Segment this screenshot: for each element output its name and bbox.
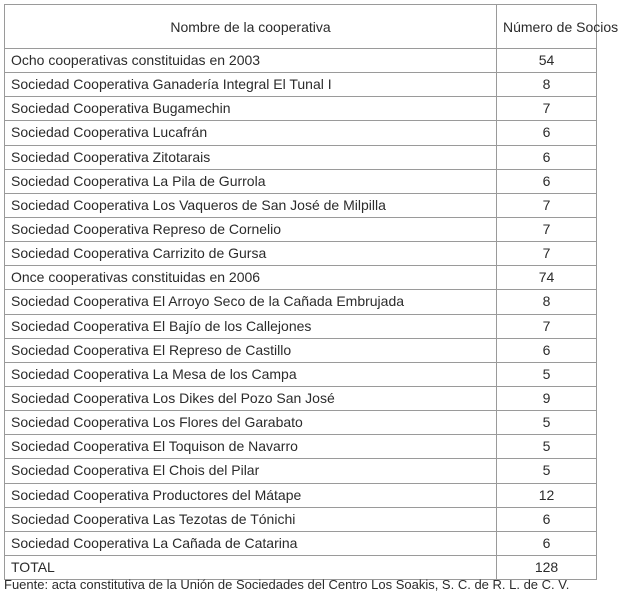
members-count: 5: [497, 362, 597, 386]
members-count: 12: [497, 483, 597, 507]
cooperative-name: Sociedad Cooperativa Ganadería Integral El Tunal I: [5, 73, 497, 97]
header-row: [5, 5, 597, 49]
cooperative-name: Sociedad Cooperativa La Mesa de los Campa: [5, 362, 497, 386]
table-row: [5, 435, 597, 459]
members-count: 5: [497, 459, 597, 483]
table-header: [5, 5, 618, 49]
members-count: 6: [497, 338, 597, 362]
members-count: 8: [497, 290, 597, 314]
table-row: [5, 49, 597, 73]
group-label: Ocho cooperativas constituidas en 2003: [5, 49, 497, 73]
table-row: [5, 338, 597, 362]
table-row: [5, 386, 597, 410]
cooperative-name: Sociedad Cooperativa Carrizito de Gursa: [5, 242, 497, 266]
total-label: TOTAL: [5, 555, 497, 579]
table-row: [5, 266, 597, 290]
cooperative-name: Sociedad Cooperativa El Represo de Castillo: [5, 338, 497, 362]
cooperative-name: Sociedad Cooperativa El Chois del Pilar: [5, 459, 497, 483]
members-count: 6: [497, 169, 597, 193]
members-count: 6: [497, 507, 597, 531]
members-count: 8: [497, 73, 597, 97]
group-total: 74: [497, 266, 597, 290]
cooperative-name: Sociedad Cooperativa Represo de Cornelio: [5, 217, 497, 241]
table-row: [5, 314, 597, 338]
members-count: 7: [497, 97, 597, 121]
members-count: 6: [497, 121, 597, 145]
cooperative-name: Sociedad Cooperativa Las Tezotas de Tónichi: [5, 507, 497, 531]
table-body: [5, 49, 597, 580]
members-count: 5: [497, 435, 597, 459]
table-row: [5, 242, 597, 266]
cooperatives-table: [4, 4, 618, 580]
table-row: [5, 121, 597, 145]
members-count: 5: [497, 411, 597, 435]
cooperative-name: Sociedad Cooperativa Los Flores del Garabato: [5, 411, 497, 435]
group-total: 54: [497, 49, 597, 73]
table-row: [5, 483, 597, 507]
members-count: 9: [497, 386, 597, 410]
table-row: [5, 411, 597, 435]
cooperative-name: Sociedad Cooperativa Productores del Mátape: [5, 483, 497, 507]
header-members-count: Número de Socios: [497, 5, 597, 49]
header-cooperative-name: Nombre de la cooperativa: [5, 5, 497, 49]
table-row: [5, 290, 597, 314]
cooperative-name: Sociedad Cooperativa La Pila de Gurrola: [5, 169, 497, 193]
cooperative-name: Sociedad Cooperativa El Arroyo Seco de la Cañada Embrujada: [5, 290, 497, 314]
cooperative-name: Sociedad Cooperativa La Cañada de Catarina: [5, 531, 497, 555]
cooperative-name: Sociedad Cooperativa Lucafrán: [5, 121, 497, 145]
cooperative-name: Sociedad Cooperativa Los Dikes del Pozo San José: [5, 386, 497, 410]
table-row: [5, 362, 597, 386]
cooperative-name: Sociedad Cooperativa El Toquison de Navarro: [5, 435, 497, 459]
group-label: Once cooperativas constituidas en 2006: [5, 266, 497, 290]
cooperative-name: Sociedad Cooperativa Zitotarais: [5, 145, 497, 169]
table-row: [5, 97, 597, 121]
table-row: [5, 193, 597, 217]
table-row: [5, 531, 597, 555]
table-row: [5, 459, 597, 483]
cooperative-name: Sociedad Cooperativa El Bajío de los Callejones: [5, 314, 497, 338]
table-row: [5, 145, 597, 169]
members-count: 7: [497, 217, 597, 241]
members-count: 7: [497, 193, 597, 217]
table-row: [5, 169, 597, 193]
table-row: [5, 217, 597, 241]
table-row: [5, 73, 597, 97]
cooperative-name: Sociedad Cooperativa Bugamechin: [5, 97, 497, 121]
members-count: 7: [497, 242, 597, 266]
total-value: 128: [497, 555, 597, 579]
table-row: [5, 507, 597, 531]
members-count: 7: [497, 314, 597, 338]
members-count: 6: [497, 531, 597, 555]
cooperative-name: Sociedad Cooperativa Los Vaqueros de San José de Milpilla: [5, 193, 497, 217]
members-count: 6: [497, 145, 597, 169]
source-note: Fuente: acta constitutiva de la Unión de Sociedades del Centro Los Soakis, S. C. de R. L. de C. V.: [4, 577, 570, 592]
